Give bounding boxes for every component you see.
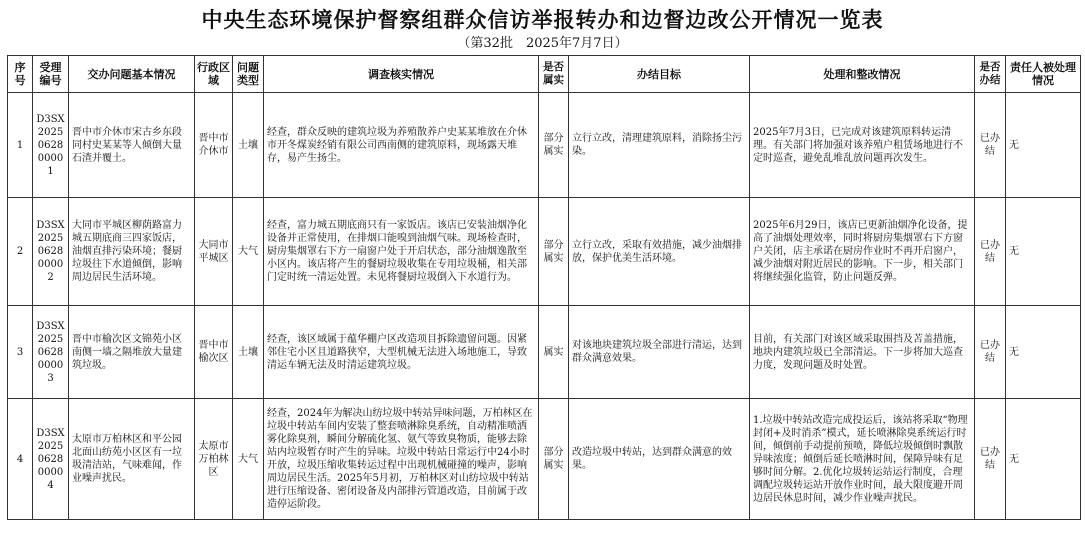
- cell-investigation: 经查，富力城五期底商只有一家饭店。该店已安装油烟净化设备并正常使用，在排烟口能嗅到油烟气味。现场检查时，厨房集烟罩右下方一扇窗户处于开启状态，部分油烟逸散至小区内。该店将产生的餐厨垃圾收集在专用垃圾桶，相关部门定时统一清运处置。未见将餐厨垃圾倒入下水道行为。: [264, 198, 539, 306]
- cell-handling: 2025年7月3日，已完成对该建筑原料转运清理。有关部门将加强对该养殖户租赁场地进行不定时巡查，避免乱堆乱放问题再次发生。: [750, 93, 975, 198]
- cell-problem: 晋中市介休市宋古乡东段同村史某某等人倾倒大量石渣并覆土。: [69, 93, 195, 198]
- cell-goal: 改造垃圾中转站，达到群众满意的效果。: [569, 399, 750, 520]
- header-accountability: 责任人被处理情况: [1006, 56, 1081, 93]
- cell-done: 已办结: [975, 306, 1006, 399]
- cell-handling: 1.垃圾中转站改造完成投运后，该站将采取“物理封闭+及时消杀”模式，延长喷淋除臭系统运行时间，倾倒前手动提前预喷，降低垃圾倾倒时飘散异味浓度；倾倒后延长喷淋时间，保障异味有足够时间分解。2.优化垃圾转运站运行制度，合理调配垃圾转运站开放作业时间，最大限度避开周边居民休息时间，减少作业噪声扰民。: [750, 399, 975, 520]
- table-row: [8, 306, 1081, 399]
- header-type: 问题类型: [233, 56, 264, 93]
- cell-seq: 1: [8, 93, 33, 198]
- cell-seq: 4: [8, 399, 33, 520]
- cell-type: 土壤: [233, 306, 264, 399]
- cell-region: 太原市万柏林区: [195, 399, 233, 520]
- cell-region: 晋中市榆次区: [195, 306, 233, 399]
- cell-region: 晋中市介休市: [195, 93, 233, 198]
- header-id: 受理编号: [33, 56, 69, 93]
- cell-seq: 3: [8, 306, 33, 399]
- cell-problem: 晋中市榆次区文锦苑小区南侧一墙之隔堆放大量建筑垃圾。: [69, 306, 195, 399]
- header-handling: 处理和整改情况: [750, 56, 975, 93]
- report-table: [7, 55, 1081, 520]
- header-seq: 序号: [8, 56, 33, 93]
- cell-is-true: 部分属实: [539, 399, 569, 520]
- header-investigation: 调查核实情况: [264, 56, 539, 93]
- cell-is-true: 属实: [539, 306, 569, 399]
- header-problem: 交办问题基本情况: [69, 56, 195, 93]
- cell-goal: 立行立改，清理建筑原料，消除扬尘污染。: [569, 93, 750, 198]
- cell-seq: 2: [8, 198, 33, 306]
- cell-id: D3SX2025062800004: [33, 399, 69, 520]
- cell-done: 已办结: [975, 399, 1006, 520]
- cell-accountability: 无: [1006, 306, 1081, 399]
- cell-is-true: 部分属实: [539, 93, 569, 198]
- cell-id: D3SX2025062800002: [33, 198, 69, 306]
- cell-accountability: 无: [1006, 399, 1081, 520]
- header-region: 行政区域: [195, 56, 233, 93]
- cell-type: 大气: [233, 198, 264, 306]
- header-goal: 办结目标: [569, 56, 750, 93]
- cell-investigation: 经查，群众反映的建筑垃圾为养殖散养户史某某堆放在介休市开冬煤炭经销有限公司西南侧的建筑原料，现场露天堆存，易产生扬尘。: [264, 93, 539, 198]
- page-subtitle: （第32批 2025年7月7日）: [457, 36, 628, 51]
- cell-investigation: 经查，该区域属于蕴华棚户区改造项目拆除遗留问题。因紧邻住宅小区且道路狭窄，大型机械无法进入场地施工，导致清运车辆无法及时清运建筑垃圾。: [264, 306, 539, 399]
- cell-id: D3SX2025062800003: [33, 306, 69, 399]
- cell-problem: 大同市平城区柳荫路富力城五期底商三四家饭店，油烟直排污染环境；餐厨垃圾往下水道倾倒，影响周边居民生活环境。: [69, 198, 195, 306]
- cell-investigation: 经查，2024年为解决山纺垃圾中转站异味问题，万柏林区在垃圾中转站车间内安装了整套喷淋除臭系统，自动精准喷洒雾化除臭剂，瞬间分解硫化氢、氨气等致臭物质，能够去除站内垃圾暂存时产生的异味。垃圾中转站日常运行中24小时开放，垃圾压缩收集转运过程中出现机械碰撞的噪声，影响周边居民生活。2025年5月初，万柏林区对山纺垃圾中转站进行压缩设备、密闭设备及内部排污管道改造，目前属于改造停运阶段。: [264, 399, 539, 520]
- cell-type: 大气: [233, 399, 264, 520]
- cell-is-true: 部分属实: [539, 198, 569, 306]
- cell-done: 已办结: [975, 198, 1006, 306]
- cell-region: 大同市平城区: [195, 198, 233, 306]
- table-row: [8, 198, 1081, 306]
- cell-problem: 太原市万柏林区和平公园北面山纺苑小区区有一垃圾清洁站，气味难闻，作业噪声扰民。: [69, 399, 195, 520]
- cell-accountability: 无: [1006, 93, 1081, 198]
- table-row: [8, 93, 1081, 198]
- cell-type: 土壤: [233, 93, 264, 198]
- header-is-true: 是否属实: [539, 56, 569, 93]
- cell-goal: 立行立改，采取有效措施，减少油烟排放，保护优美生活环境。: [569, 198, 750, 306]
- table-row: [8, 399, 1081, 520]
- cell-id: D3SX2025062800001: [33, 93, 69, 198]
- cell-goal: 对该地块建筑垃圾全部进行清运，达到群众满意效果。: [569, 306, 750, 399]
- cell-handling: 2025年6月29日，该店已更新油烟净化设备，提高了油烟处理效率，同时将厨房集烟罩右下方窗户关闭，店主承诺在厨房作业时不再开启窗户，减少油烟对附近居民的影响。下一步，相关部门将继续强化监管，防止问题反弹。: [750, 198, 975, 306]
- table-header-row: [8, 56, 1081, 93]
- cell-accountability: 无: [1006, 198, 1081, 306]
- header-done: 是否办结: [975, 56, 1006, 93]
- cell-done: 已办结: [975, 93, 1006, 198]
- cell-handling: 目前，有关部门对该区域采取围挡及苫盖措施，地块内建筑垃圾已全部清运。下一步将加大巡查力度，发现问题及时处置。: [750, 306, 975, 399]
- page-title: 中央生态环境保护督察组群众信访举报转办和边督边改公开情况一览表: [201, 8, 884, 32]
